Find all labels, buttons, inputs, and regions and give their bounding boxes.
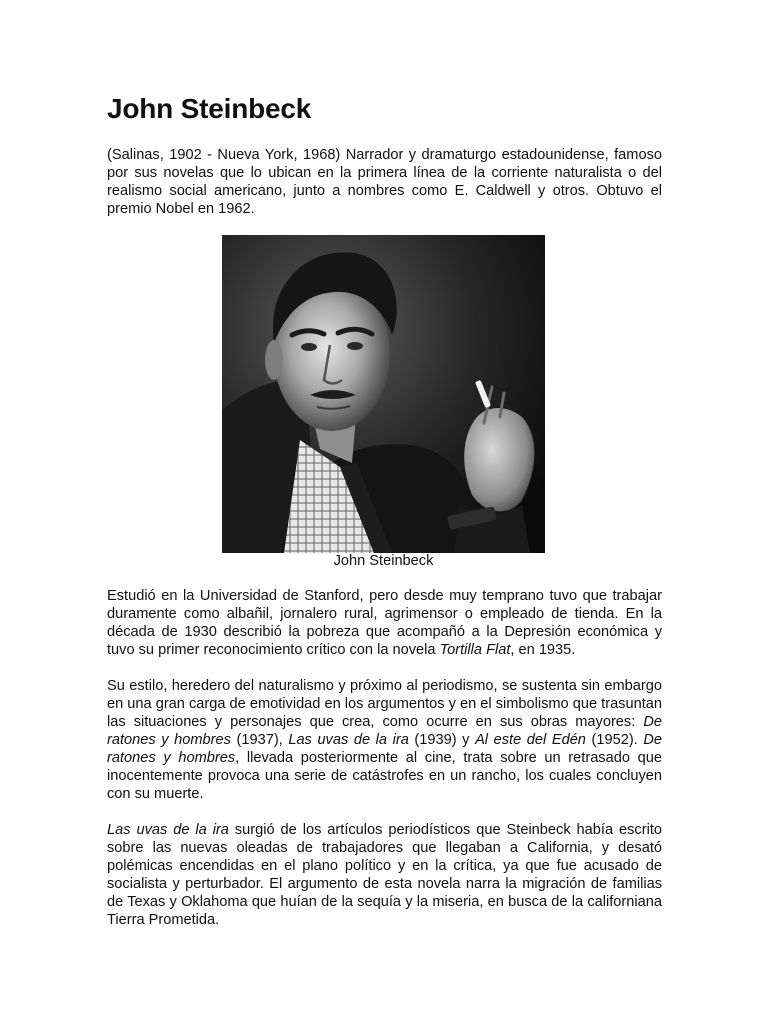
book-title: Las uvas de la ira	[107, 822, 229, 838]
text-run: , llevada posteriormente al cine, trata sobre un retrasado que inocentemente provoca una serie de catástrofes en un rancho, los cuales concluyen con su muerte.	[107, 750, 662, 802]
book-title: De ratones y hombres	[107, 732, 662, 766]
text-run: (1937),	[230, 732, 289, 748]
book-title: Tortilla Flat	[439, 642, 511, 658]
education-paragraph	[107, 587, 662, 659]
text-run: , en 1935.	[510, 642, 576, 658]
portrait-photo	[222, 235, 545, 553]
text-run: Estudió en la Universidad de Stanford, pero desde muy temprano tuvo que trabajar duramente como albañil, jornalero rural, agrimensor o empleado de tienda. En la década de 1930 describió la pobreza que acompañó a la Depresión económica y tuvo su primer reconocimiento crítico con la novela	[107, 588, 662, 658]
style-paragraph	[107, 677, 662, 803]
book-title: Al este del Edén	[475, 732, 586, 748]
grapes-paragraph	[107, 821, 662, 929]
document-title: John Steinbeck	[107, 93, 312, 124]
photo-caption: John Steinbeck	[333, 553, 434, 569]
intro-paragraph: (Salinas, 1902 - Nueva York, 1968) Narrador y dramaturgo estadounidense, famoso por sus novelas que lo ubican en la primera línea de la corriente naturalista o del realismo social americano, junto a nombres como E. Caldwell y otros. Obtuvo el premio Nobel en 1962.	[107, 147, 662, 217]
text-run: surgió de los artículos periodísticos que Steinbeck había escrito sobre las nuevas oleadas de trabajadores que llegaban a California, y desató polémicas encendidas en el plano político y en la crítica, ya que fue acusado de socialista y perturbador. El argumento de esta novela narra la migración de familias de Texas y Oklahoma que huían de la sequía y la miseria, en busca de la californiana Tierra Prometida.	[107, 822, 663, 928]
book-title: Las uvas de la ira	[288, 732, 409, 748]
text-run: (1952).	[585, 732, 644, 748]
text-run: Su estilo, heredero del naturalismo y próximo al periodismo, se sustenta sin embargo en una gran carga de emotividad en los argumentos y en el simbolismo que trasuntan las situaciones y personajes que crea, como ocurre en sus obras mayores:	[107, 678, 662, 730]
text-run: (1939) y	[408, 732, 476, 748]
book-title: De ratones y hombres	[107, 714, 662, 748]
